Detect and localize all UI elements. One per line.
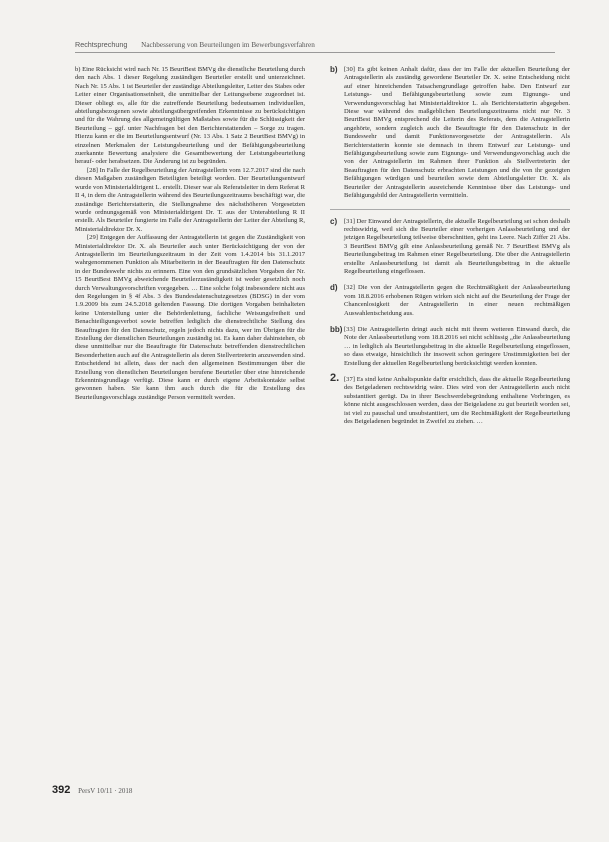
page-number: 392 (52, 784, 71, 796)
list-item (330, 284, 570, 318)
running-header (75, 40, 555, 53)
item-marker: 2. (330, 372, 340, 384)
header-rubric: Rechtsprechung (75, 40, 128, 49)
journal-source: PersV 10/11 · 2018 (78, 787, 133, 795)
list-item (330, 66, 570, 201)
paragraph: [28] In Falle der Regelbeurteilung der Antragstellerin vom 12.7.2017 sind die nach diesen Maßgaben zuständigen Beteiligten beteiligt worden. Der Beurteilungsentwurf wurde von Ministerialdirigent L. erstellt. Dieser war als Referatsleiter in dem Referat R II 4, in dem die Antragstellerin während des Beurteilungszeitraums beschäftigt war, die zuständige Berichterstatterin, die Stellungnahme des nächsthöheren Vorgesetzten wurde ordnungsgemäß von Ministerialdirigent Dr. T. aus der Unterabteilung R II erstellt. Als Beurteiler fungierte im Falle der Antragstellerin der Leiter der Abteilung R, Ministerialdirektor Dr. X. (75, 166, 305, 233)
item-marker: b) (330, 65, 338, 74)
paragraph: [37] Es sind keine Anhaltspunkte dafür ersichtlich, dass die aktuelle Regelbeurteilung des Beigeladenen rechtswidrig wäre. Dies wird von der Antragstellerin auch nicht substantiiert gerügt. Da in ihrer Beschwerdebegründung enthaltene Vorbringen, es könne nicht ausgeschlossen werden, dass der Beigeladene zu gut beurteilt worden sei, ist viel zu pauschal und unsubstantiiert, um die Rechtmäßigkeit der Regelbeurteilung des Beigeladenen begründet in Zweifel zu ziehen. … (344, 376, 570, 426)
paragraph: [30] Es gibt keinen Anhalt dafür, dass der im Falle der aktuellen Beurteilung der Antragstellerin als zuständig gewordene Beurteiler Dr. X. seine Entscheidung nicht auf einer hinreichenden Tatsachengrundlage getroffen habe. Den Entwurf zur Leistungs- und Befähigungsbeurteilung sowie zum Eignungs- und Verwendungsvorschlag hat Ministerialdirektor L. als Berichterstatterin abgegeben. Diese war während des maßgeblichen Beurteilungszeitraums nicht nur Nr. 3 BeurtBest BMVg entsprechend die Leiterin des Referats, dem die Antragstellerin angehörte, sondern zugleich auch die Beauftragte für den Datenschutz in der Bundeswehr und damit Funktionsvorgesetzte der Antragstellerin. Als Berichterstatterin konnte sie demnach in ihrem Entwurf zur Leistungs- und Befähigungsbeurteilung sowie zum Eignungs- und Verwendungsvorschlag auch die von der Antragstellerin im Rahmen ihrer Funktion als Stellvertreterin der Beauftragten für den Datenschutz erbrachten Leistungen und die von ihr gezeigten Befähigungen würdigen und beurteilen sowie dem Abteilungsleiter Dr. X. als Beurteiler der Antragstellerin ausreichende Kenntnisse über das Leistungs- und Befähigungsbild der Antragstellerin vermitteln. (344, 66, 570, 200)
paragraph: [31] Der Einwand der Antragstellerin, die aktuelle Regelbeurteilung sei schon deshalb rechtswidrig, weil sich die Beurteiler einer vorherigen Anlassbeurteilung und der jetzigen Regelbeurteilung teilweise überschnitten, geht ins Leere. Nach Ziffer 21 Abs. 3 BeurtBest BMVg gilt eine Anlassbeurteilung gemäß Nr. 7 BeurtBest BMVg als Beurteilungsbeitrag im Rahmen einer Regelbeurteilung. Die über die Antragstellerin erstellte Anlassbeurteilung ist damit als Beurteilungsbeitrag in die aktuelle Regelbeurteilung eingeflossen. (344, 217, 570, 275)
header-title: Nachbesserung von Beurteilungen im Bewerbungsverfahren (141, 41, 315, 49)
paragraph: [32] Die von der Antragstellerin gegen die Rechtmäßigkeit der Anlassbeurteilung vom 18.8.2016 erhobenen Rügen wirken sich nicht auf die Beurteilung der Frage der Chancenlosigkeit der Antragstellerin in einer neuen rechtmäßigen Auswahlentscheidung aus. (344, 284, 570, 317)
right-column (330, 66, 570, 434)
paragraph: [33] Die Antragstellerin dringt auch nicht mit ihrem weiteren Einwand durch, die Note der Anlassbeurteilung vom 18.8.2016 sei nicht schlüssig „die Anlassbeurteilung … in lediglich als Beurteilungsbeitrag in die aktuelle Regelbeurteilung eingeflossen, so dass etwaige, hinsichtlich ihr insoweit schon geringere Unstimmigkeiten bei der Erstellung der aktuellen Regelbeurteilung berücksichtigt werden konnten. (344, 325, 570, 367)
list-item (330, 326, 570, 368)
paragraph: [29] Entgegen der Auffassung der Antragstellerin ist gegen die Zuständigkeit von Ministerialdirektor Dr. X. als Beurteiler auch unter Berücksichtigung der von der Antragstellerin im Beurteilungszeitraum in der Zeit vom 1.4.2014 bis 31.1.2017 wahrgenommenen Funktion als Mitarbeiterin in der Beauftragten für den Datenschutz in der Bundeswehr nichts zu erinnern. Eine von den grundsätzlichen Vorgaben der Nr. 15 BeurtBest BMVg abweichende Beurteilerzuständigkeit ist weder gesetzlich noch durch Verwaltungsvorschriften vorgegeben. … Eine solche folgt insbesondere nicht aus den Regelungen in § 4f Abs. 3 des Bundesdatenschutzgesetzes (BDSG) in der vom 1.9.2009 bis zum 24.5.2018 geltenden Fassung. Die dortigen Vorgaben beinhalteten keine Unterstellung unter die Behördenleitung, fachliche Weisungsfreiheit und Benachteiligungsverbot sowie betreffen lediglich die dienstrechtliche Stellung des Beauftragten für den Datenschutz, regeln jedoch nichts dazu, wer im Übrigen für die Erstellung der dienstlichen Beurteilungen zuständig ist. Es kann daher dahinstehen, ob diese unmittelbar nur die Beauftragte für Datenschutz betreffenden dienstrechtlichen Besonderheiten auch auf die Antragstellerin als deren Stellvertreterin anzuwenden sind. Entscheidend ist allein, dass der nach den allgemeinen Bestimmungen über die Erstellung von dienstlichen Beurteilungen berufene Beurteiler über eine hinreichende Erkenntnisgrundlage verfügt. Diese kann er durch eigene Arbeitskontakte selbst gewonnen haben. Sie kann ihm auch durch die für die Erstellung des Beurteilungsvorschlags zuständige Person vermittelt werden. (75, 234, 305, 401)
list-item (330, 218, 570, 277)
list-item (330, 372, 570, 426)
divider (330, 209, 570, 210)
item-marker: bb) (330, 324, 343, 334)
left-column (75, 66, 305, 402)
paragraph: b) Eine Rücksicht wird nach Nr. 15 BeurtBest BMVg die dienstliche Beurteilung durch den nach Abs. 1 dieser Regelung zuständigen Beurteiler erstellt und unterzeichnet. Nach Nr. 15 Abs. 1 ist Beurteiler der zuständige Abteilungsleiter, Leiter des Stabes oder Leiter einer Organisationseinheit, die unmittelbar der Leitungsebene zugeordnet ist. Dieser obliegt es, alle für die zutreffende Beurteilung bedeutsamen individuellen, abteilungsbezogenen sowie abteilungsübergreifenden Erkenntnisse zu berücksichtigen und für die Wahrung des allgemeingültigen Maßstabes sowie für die Schlüssigkeit der Beurteilung – ggf. unter Nachfragen bei den Berichterstattenden – Sorge zu tragen. Hierzu kann er die im Beurteilungsentwurf (Nr. 13 Abs. 1 Satz 2 BeurtBest BMVg) in einzelnen Merkmalen der Leistungsbeurteilung und der Befähigungsbeurteilung zuerkannte Bewertung analysiere die Gesamtbewertung der Leistungsbeurteilung herauf- oder herabsetzen. Die Änderung ist zu begründen. (75, 66, 305, 166)
page-footer (52, 784, 132, 796)
item-marker: c) (330, 216, 338, 226)
item-marker: d) (330, 283, 338, 293)
